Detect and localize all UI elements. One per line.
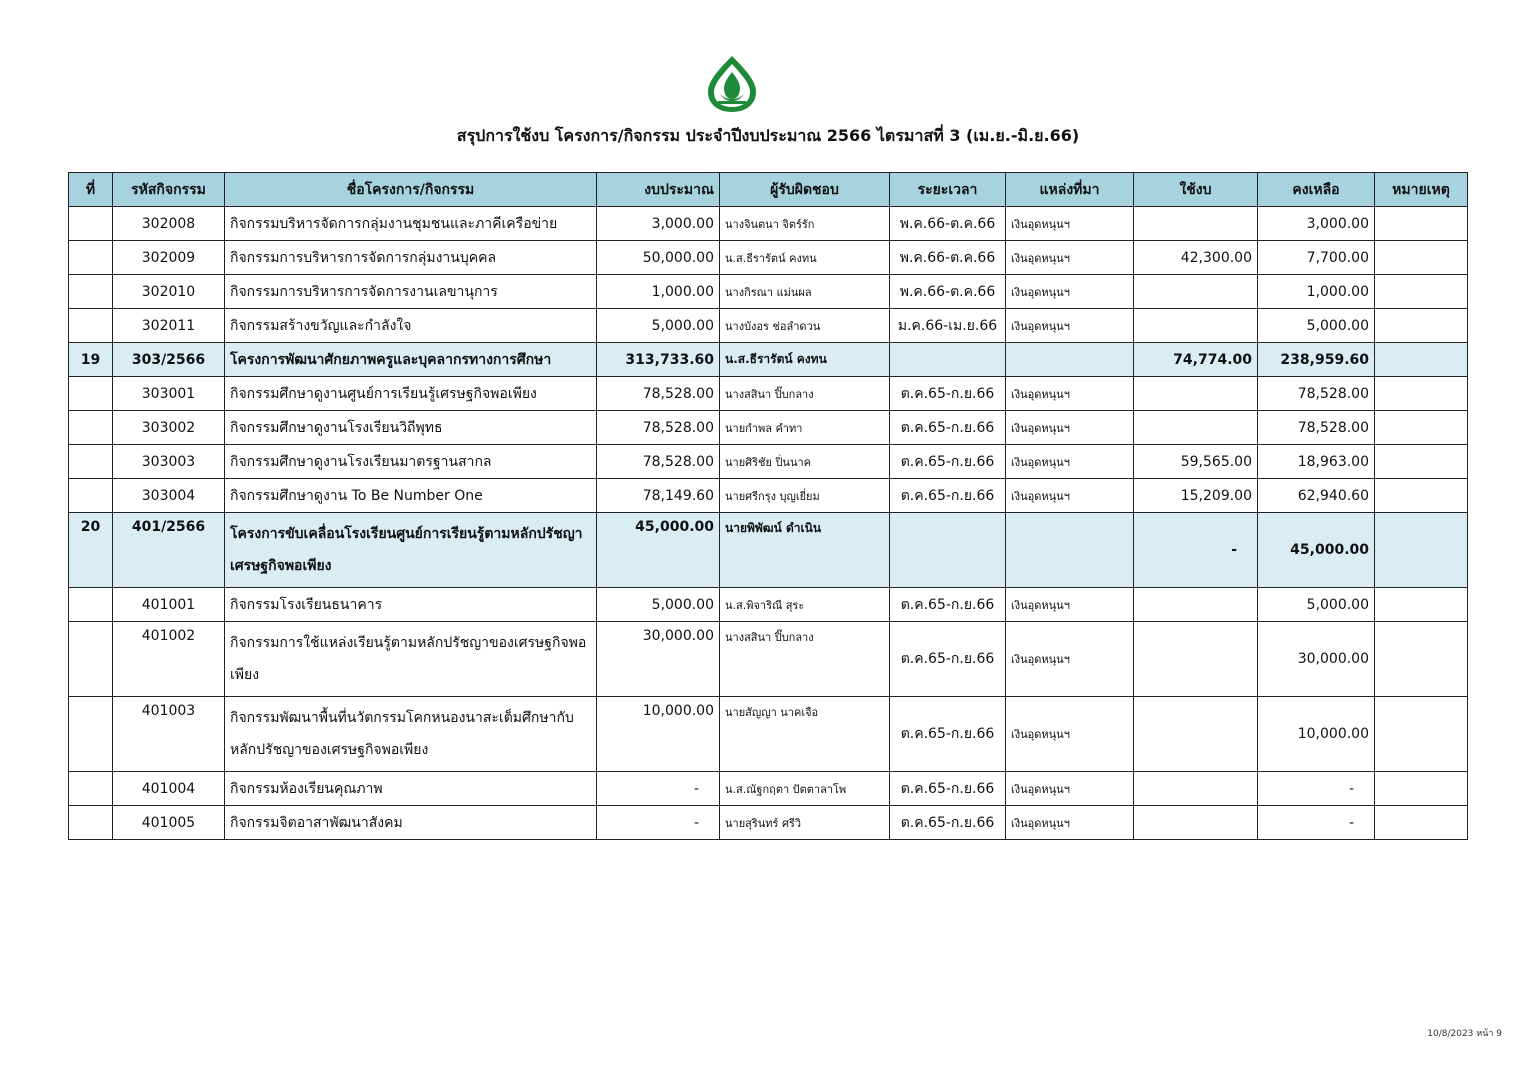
project-row bbox=[69, 343, 1468, 377]
cell-name: กิจกรรมโรงเรียนธนาคาร bbox=[225, 588, 597, 622]
cell-source: เงินอุดหนุนฯ bbox=[1006, 411, 1134, 445]
cell-period: ต.ค.65-ก.ย.66 bbox=[890, 479, 1006, 513]
cell-code: 401/2566 bbox=[113, 513, 225, 588]
cell-budget: 10,000.00 bbox=[597, 697, 720, 772]
cell-period: พ.ค.66-ต.ค.66 bbox=[890, 241, 1006, 275]
cell-name: กิจกรรมห้องเรียนคุณภาพ bbox=[225, 772, 597, 806]
cell-period: ต.ค.65-ก.ย.66 bbox=[890, 772, 1006, 806]
cell-name: กิจกรรมศึกษาดูงาน To Be Number One bbox=[225, 479, 597, 513]
cell-used bbox=[1134, 622, 1258, 697]
table-row bbox=[69, 622, 1468, 697]
cell-source: เงินอุดหนุนฯ bbox=[1006, 479, 1134, 513]
cell-used: - bbox=[1134, 513, 1258, 588]
cell-used: 42,300.00 bbox=[1134, 241, 1258, 275]
page-footer: 10/8/2023 หน้า 9 bbox=[1427, 1029, 1502, 1039]
cell-budget: 78,528.00 bbox=[597, 377, 720, 411]
cell-note bbox=[1375, 275, 1468, 309]
table-row bbox=[69, 275, 1468, 309]
cell-budget: 30,000.00 bbox=[597, 622, 720, 697]
col-header-budget: งบประมาณ bbox=[597, 173, 720, 207]
cell-period bbox=[890, 343, 1006, 377]
cell-owner: นางบังอร ช่อลำดวน bbox=[720, 309, 890, 343]
cell-source: เงินอุดหนุนฯ bbox=[1006, 275, 1134, 309]
cell-remain: 78,528.00 bbox=[1258, 411, 1375, 445]
cell-owner: น.ส.ณัฐกฤตา ปัตตาลาโพ bbox=[720, 772, 890, 806]
cell-note bbox=[1375, 622, 1468, 697]
cell-note bbox=[1375, 207, 1468, 241]
cell-code: 302010 bbox=[113, 275, 225, 309]
cell-budget: 78,528.00 bbox=[597, 445, 720, 479]
cell-source: เงินอุดหนุนฯ bbox=[1006, 697, 1134, 772]
cell-owner: นางจินตนา จิตร์รัก bbox=[720, 207, 890, 241]
table-header-row bbox=[69, 173, 1468, 207]
cell-used bbox=[1134, 207, 1258, 241]
cell-source: เงินอุดหนุนฯ bbox=[1006, 622, 1134, 697]
cell-source bbox=[1006, 513, 1134, 588]
cell-note bbox=[1375, 772, 1468, 806]
cell-code: 302011 bbox=[113, 309, 225, 343]
cell-code: 303002 bbox=[113, 411, 225, 445]
cell-name: กิจกรรมศึกษาดูงานโรงเรียนมาตรฐานสากล bbox=[225, 445, 597, 479]
cell-used bbox=[1134, 275, 1258, 309]
cell-owner: น.ส.พิจาริณี สุระ bbox=[720, 588, 890, 622]
cell-period: ต.ค.65-ก.ย.66 bbox=[890, 377, 1006, 411]
cell-used bbox=[1134, 588, 1258, 622]
cell-budget: 1,000.00 bbox=[597, 275, 720, 309]
cell-remain: - bbox=[1258, 806, 1375, 840]
cell-code: 401003 bbox=[113, 697, 225, 772]
cell-remain: 3,000.00 bbox=[1258, 207, 1375, 241]
table-row bbox=[69, 309, 1468, 343]
cell-code: 401001 bbox=[113, 588, 225, 622]
cell-note bbox=[1375, 806, 1468, 840]
col-header-period: ระยะเวลา bbox=[890, 173, 1006, 207]
cell-note bbox=[1375, 411, 1468, 445]
cell-note bbox=[1375, 479, 1468, 513]
cell-used: 59,565.00 bbox=[1134, 445, 1258, 479]
cell-budget: 3,000.00 bbox=[597, 207, 720, 241]
cell-source: เงินอุดหนุนฯ bbox=[1006, 772, 1134, 806]
cell-budget: 45,000.00 bbox=[597, 513, 720, 588]
cell-owner: นายพิพัฒน์ ดำเนิน bbox=[720, 513, 890, 588]
cell-remain: 238,959.60 bbox=[1258, 343, 1375, 377]
cell-code: 303003 bbox=[113, 445, 225, 479]
cell-period: พ.ค.66-ต.ค.66 bbox=[890, 207, 1006, 241]
cell-owner: นายสุรินทร์ ศรีวิ bbox=[720, 806, 890, 840]
cell-remain: 1,000.00 bbox=[1258, 275, 1375, 309]
cell-owner: นายกำพล คำทา bbox=[720, 411, 890, 445]
cell-name: โครงการขับเคลื่อนโรงเรียนศูนย์การเรียนรู้ตามหลักปรัชญาเศรษฐกิจพอเพียง bbox=[225, 513, 597, 588]
cell-owner: นายศรีกรุง บุญเยี่ยม bbox=[720, 479, 890, 513]
cell-name: กิจกรรมสร้างขวัญและกำลังใจ bbox=[225, 309, 597, 343]
cell-remain: 10,000.00 bbox=[1258, 697, 1375, 772]
cell-no bbox=[69, 445, 113, 479]
cell-source: เงินอุดหนุนฯ bbox=[1006, 207, 1134, 241]
cell-note bbox=[1375, 241, 1468, 275]
cell-remain: - bbox=[1258, 772, 1375, 806]
table-row bbox=[69, 445, 1468, 479]
cell-no bbox=[69, 622, 113, 697]
cell-period: ต.ค.65-ก.ย.66 bbox=[890, 697, 1006, 772]
cell-source: เงินอุดหนุนฯ bbox=[1006, 445, 1134, 479]
table-row bbox=[69, 377, 1468, 411]
cell-source: เงินอุดหนุนฯ bbox=[1006, 377, 1134, 411]
cell-note bbox=[1375, 588, 1468, 622]
cell-remain: 30,000.00 bbox=[1258, 622, 1375, 697]
cell-used: 74,774.00 bbox=[1134, 343, 1258, 377]
col-header-source: แหล่งที่มา bbox=[1006, 173, 1134, 207]
col-header-note: หมายเหตุ bbox=[1375, 173, 1468, 207]
cell-note bbox=[1375, 309, 1468, 343]
cell-code: 303004 bbox=[113, 479, 225, 513]
cell-code: 302008 bbox=[113, 207, 225, 241]
col-header-remain: คงเหลือ bbox=[1258, 173, 1375, 207]
cell-owner: น.ส.ธีรารัตน์ คงทน bbox=[720, 241, 890, 275]
cell-note bbox=[1375, 697, 1468, 772]
table-row bbox=[69, 697, 1468, 772]
cell-code: 303001 bbox=[113, 377, 225, 411]
cell-no: 20 bbox=[69, 513, 113, 588]
col-header-no: ที่ bbox=[69, 173, 113, 207]
cell-note bbox=[1375, 377, 1468, 411]
cell-remain: 5,000.00 bbox=[1258, 309, 1375, 343]
cell-remain: 78,528.00 bbox=[1258, 377, 1375, 411]
cell-no bbox=[69, 588, 113, 622]
col-header-owner: ผู้รับผิดชอบ bbox=[720, 173, 890, 207]
cell-name: กิจกรรมจิตอาสาพัฒนาสังคม bbox=[225, 806, 597, 840]
cell-remain: 45,000.00 bbox=[1258, 513, 1375, 588]
cell-no bbox=[69, 806, 113, 840]
cell-name: กิจกรรมศึกษาดูงานโรงเรียนวิถีพุทธ bbox=[225, 411, 597, 445]
cell-name: กิจกรรมบริหารจัดการกลุ่มงานชุมชนและภาคีเครือข่าย bbox=[225, 207, 597, 241]
cell-used bbox=[1134, 772, 1258, 806]
col-header-name: ชื่อโครงการ/กิจกรรม bbox=[225, 173, 597, 207]
cell-budget: - bbox=[597, 772, 720, 806]
table-row bbox=[69, 479, 1468, 513]
cell-no bbox=[69, 411, 113, 445]
cell-period: ต.ค.65-ก.ย.66 bbox=[890, 411, 1006, 445]
cell-no bbox=[69, 479, 113, 513]
cell-owner: น.ส.ธีรารัตน์ คงทน bbox=[720, 343, 890, 377]
cell-no bbox=[69, 241, 113, 275]
cell-budget: 5,000.00 bbox=[597, 588, 720, 622]
cell-period bbox=[890, 513, 1006, 588]
cell-period: พ.ค.66-ต.ค.66 bbox=[890, 275, 1006, 309]
cell-period: ม.ค.66-เม.ย.66 bbox=[890, 309, 1006, 343]
cell-no bbox=[69, 772, 113, 806]
cell-remain: 7,700.00 bbox=[1258, 241, 1375, 275]
cell-no bbox=[69, 207, 113, 241]
cell-no bbox=[69, 697, 113, 772]
cell-no bbox=[69, 309, 113, 343]
cell-owner: นางกิรณา แม่นผล bbox=[720, 275, 890, 309]
cell-note bbox=[1375, 445, 1468, 479]
table-row bbox=[69, 411, 1468, 445]
cell-source bbox=[1006, 343, 1134, 377]
cell-budget: - bbox=[597, 806, 720, 840]
cell-name: โครงการพัฒนาศักยภาพครูและบุคลากรทางการศึกษา bbox=[225, 343, 597, 377]
cell-used bbox=[1134, 806, 1258, 840]
cell-note bbox=[1375, 343, 1468, 377]
cell-used bbox=[1134, 697, 1258, 772]
cell-code: 303/2566 bbox=[113, 343, 225, 377]
cell-budget: 50,000.00 bbox=[597, 241, 720, 275]
table-row bbox=[69, 806, 1468, 840]
cell-budget: 78,149.60 bbox=[597, 479, 720, 513]
table-row bbox=[69, 241, 1468, 275]
project-row bbox=[69, 513, 1468, 588]
cell-name: กิจกรรมการบริหารการจัดการงานเลขานุการ bbox=[225, 275, 597, 309]
cell-no: 19 bbox=[69, 343, 113, 377]
cell-budget: 78,528.00 bbox=[597, 411, 720, 445]
cell-used bbox=[1134, 411, 1258, 445]
cell-name: กิจกรรมพัฒนาพื้นที่นวัตกรรมโคกหนองนาสะเต็มศึกษากับหลักปรัชญาของเศรษฐกิจพอเพียง bbox=[225, 697, 597, 772]
cell-period: ต.ค.65-ก.ย.66 bbox=[890, 622, 1006, 697]
table-row bbox=[69, 207, 1468, 241]
budget-table bbox=[68, 172, 1468, 840]
cell-used: 15,209.00 bbox=[1134, 479, 1258, 513]
cell-name: กิจกรรมการบริหารการจัดการกลุ่มงานบุคคล bbox=[225, 241, 597, 275]
cell-no bbox=[69, 377, 113, 411]
cell-name: กิจกรรมการใช้แหล่งเรียนรู้ตามหลักปรัชญาของเศรษฐกิจพอเพียง bbox=[225, 622, 597, 697]
cell-period: ต.ค.65-ก.ย.66 bbox=[890, 445, 1006, 479]
cell-remain: 18,963.00 bbox=[1258, 445, 1375, 479]
cell-name: กิจกรรมศึกษาดูงานศูนย์การเรียนรู้เศรษฐกิจพอเพียง bbox=[225, 377, 597, 411]
cell-period: ต.ค.65-ก.ย.66 bbox=[890, 588, 1006, 622]
page-title: สรุปการใช้งบ โครงการ/กิจกรรม ประจำปีงบประมาณ 2566 ไตรมาสที่ 3 (เม.ย.-มิ.ย.66) bbox=[456, 126, 1080, 145]
table-row bbox=[69, 588, 1468, 622]
cell-used bbox=[1134, 309, 1258, 343]
cell-owner: นางสสินา ปิ๊บกลาง bbox=[720, 622, 890, 697]
school-logo bbox=[706, 54, 758, 114]
cell-remain: 5,000.00 bbox=[1258, 588, 1375, 622]
col-header-used: ใช้งบ bbox=[1134, 173, 1258, 207]
cell-budget: 313,733.60 bbox=[597, 343, 720, 377]
cell-source: เงินอุดหนุนฯ bbox=[1006, 309, 1134, 343]
cell-period: ต.ค.65-ก.ย.66 bbox=[890, 806, 1006, 840]
cell-source: เงินอุดหนุนฯ bbox=[1006, 588, 1134, 622]
cell-owner: นายศิริชัย ปิ่นนาค bbox=[720, 445, 890, 479]
cell-used bbox=[1134, 377, 1258, 411]
cell-remain: 62,940.60 bbox=[1258, 479, 1375, 513]
cell-code: 302009 bbox=[113, 241, 225, 275]
cell-source: เงินอุดหนุนฯ bbox=[1006, 241, 1134, 275]
cell-code: 401004 bbox=[113, 772, 225, 806]
table-row bbox=[69, 772, 1468, 806]
cell-code: 401005 bbox=[113, 806, 225, 840]
cell-no bbox=[69, 275, 113, 309]
cell-owner: นายสัญญา นาคเจือ bbox=[720, 697, 890, 772]
cell-budget: 5,000.00 bbox=[597, 309, 720, 343]
cell-note bbox=[1375, 513, 1468, 588]
cell-source: เงินอุดหนุนฯ bbox=[1006, 806, 1134, 840]
cell-code: 401002 bbox=[113, 622, 225, 697]
col-header-code: รหัสกิจกรรม bbox=[113, 173, 225, 207]
cell-owner: นางสสินา ปิ๊บกลาง bbox=[720, 377, 890, 411]
